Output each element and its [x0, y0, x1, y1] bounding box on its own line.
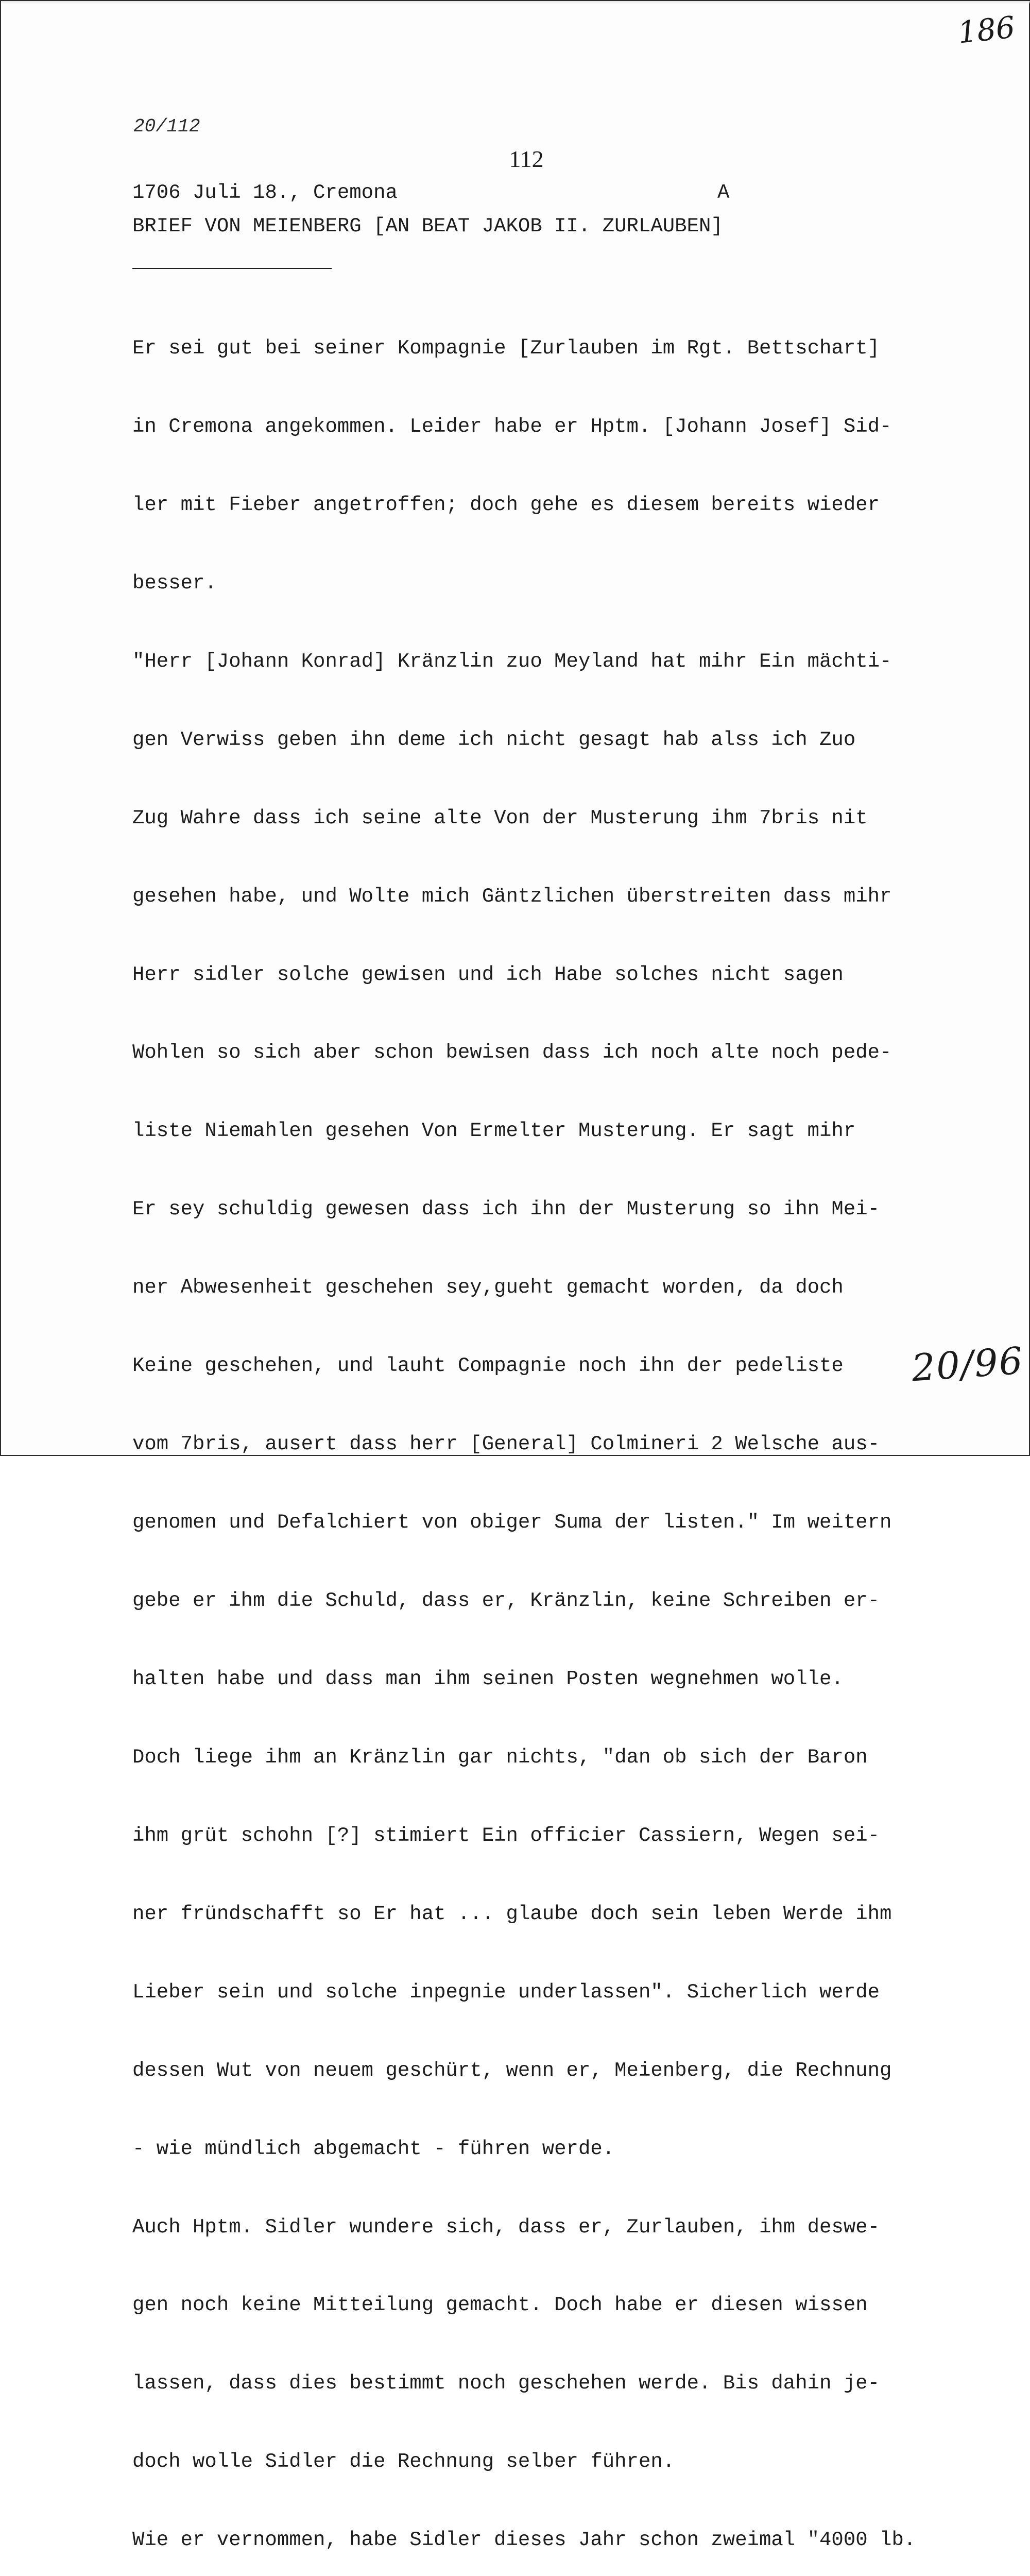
document-type-marker: A — [717, 181, 730, 204]
scan-edge-shadow — [1, 1, 1030, 4]
text-line: Auch Hptm. Sidler wundere sich, dass er, Zurlauben, ihm deswe- — [132, 2215, 880, 2239]
text-line: Wohlen so sich aber schon bewisen dass ich noch alte noch pede- — [132, 1041, 892, 1064]
text-line: gebe er ihm die Schuld, dass er, Kränzlin, keine Schreiben er- — [132, 1589, 880, 1612]
text-line: liste Niemahlen gesehen Von Ermelter Musterung. Er sagt mihr — [132, 1120, 856, 1143]
text-line: lassen, dass dies bestimmt noch geschehen werde. Bis dahin je- — [132, 2372, 880, 2395]
reference-number: 20/112 — [133, 116, 200, 137]
document-number: 112 — [509, 146, 544, 172]
text-line: in Cremona angekommen. Leider habe er Hptm. [Johann Josef] Sid- — [132, 415, 892, 438]
document-title: BRIEF VON MEIENBERG [AN BEAT JAKOB II. ZURLAUBEN] — [132, 215, 723, 238]
handwritten-archive-number-top: 186 — [956, 9, 1017, 50]
text-line: gen Verwiss geben ihn deme ich nicht gesagt hab alss ich Zuo — [132, 728, 856, 751]
text-line: ler mit Fieber angetroffen; doch gehe es diesem bereits wieder — [132, 493, 880, 516]
text-line: Herr sidler solche gewisen und ich Habe solches nicht sagen — [132, 963, 844, 986]
handwritten-archive-number-bottom: 20/96 — [910, 1338, 1025, 1390]
date-place-line: 1706 Juli 18., Cremona — [132, 181, 398, 204]
text-line: halten habe und dass man ihm seinen Posten wegnehmen wolle. — [132, 1667, 844, 1690]
text-line: Keine geschehen, und lauht Compagnie noch ihn der pedeliste — [132, 1354, 844, 1378]
text-line: Wie er vernommen, habe Sidler dieses Jahr schon zweimal "4000 lb. — [132, 2529, 916, 2552]
text-line: ner fründschafft so Er hat ... glaube doch sein leben Werde ihm — [132, 1902, 892, 1925]
text-line: genomen und Defalchiert von obiger Suma der listen." Im weitern — [132, 1511, 892, 1534]
title-divider — [132, 268, 332, 269]
text-line: ihm grüt schohn [?] stimiert Ein officier Cassiern, Wegen sei- — [132, 1824, 880, 1847]
text-line: gen noch keine Mitteilung gemacht. Doch habe er diesen wissen — [132, 2294, 868, 2317]
text-line: - wie mündlich abgemacht - führen werde. — [132, 2137, 615, 2160]
text-line: dessen Wut von neuem geschürt, wenn er, Meienberg, die Rechnung — [132, 2059, 892, 2082]
text-line: besser. — [132, 571, 217, 595]
text-line: "Herr [Johann Konrad] Kränzlin zuo Meyland hat mihr Ein mächti- — [132, 650, 892, 673]
body-text — [132, 287, 916, 2576]
text-line: vom 7bris, ausert dass herr [General] Colmineri 2 Welsche aus- — [132, 1433, 880, 1456]
text-line: Er sei gut bei seiner Kompagnie [Zurlauben im Rgt. Bettschart] — [132, 337, 880, 360]
text-line: Zug Wahre dass ich seine alte Von der Musterung ihm 7bris nit — [132, 806, 868, 829]
text-line: doch wolle Sidler die Rechnung selber führen. — [132, 2450, 675, 2473]
text-line: ner Abwesenheit geschehen sey,gueht gemacht worden, da doch — [132, 1276, 844, 1299]
text-line: Er sey schuldig gewesen dass ich ihn der Musterung so ihn Mei- — [132, 1198, 880, 1221]
text-line: Doch liege ihm an Kränzlin gar nichts, "dan ob sich der Baron — [132, 1745, 868, 1769]
text-line: Lieber sein und solche inpegnie underlassen". Sicherlich werde — [132, 1980, 880, 2004]
text-line: gesehen habe, und Wolte mich Gäntzlichen überstreiten dass mihr — [132, 885, 892, 908]
